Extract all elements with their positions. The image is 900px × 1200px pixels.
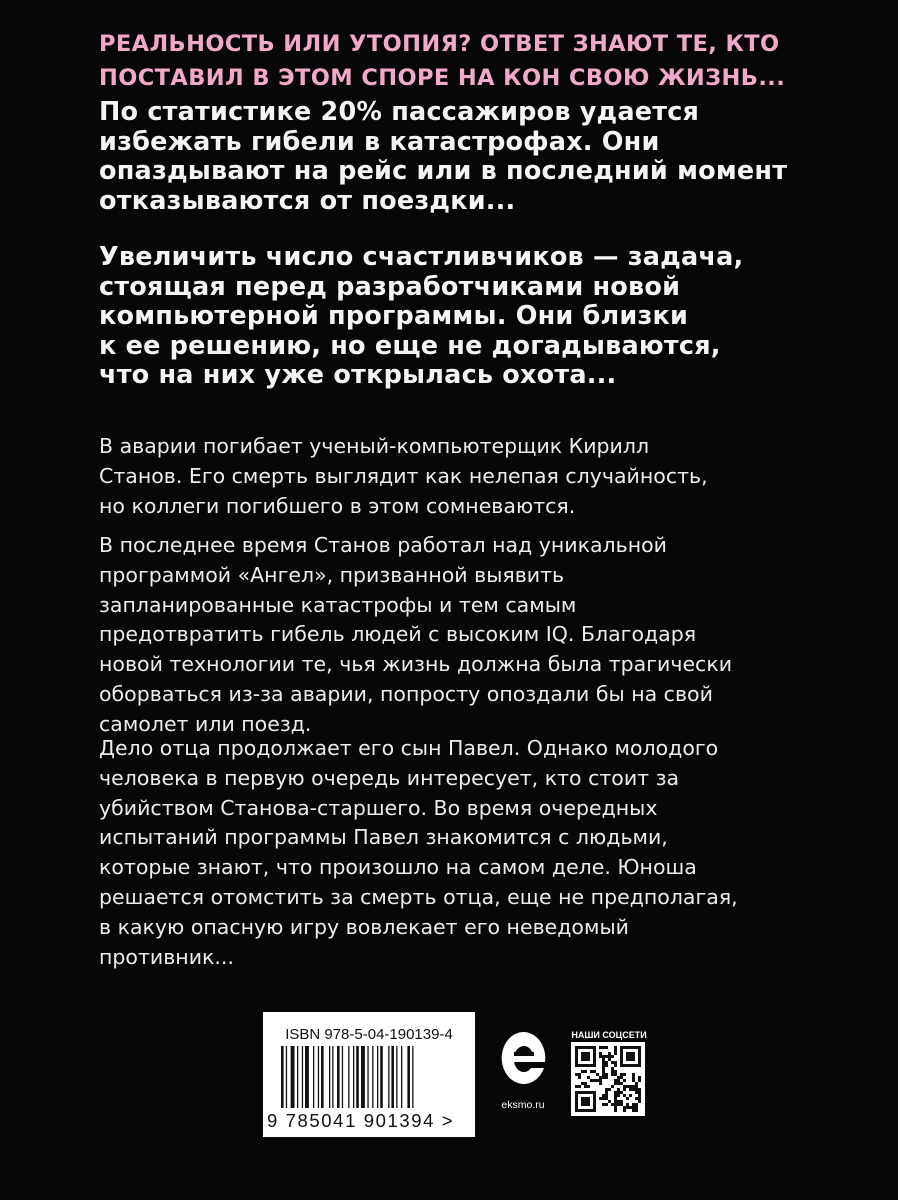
barcode-digits: 9 785041 901394 > bbox=[267, 1110, 455, 1131]
lead-paragraph-statistics: По статистике 20% пассажиров удается избежать гибели в катастрофах. Они опаздывают на рейс или в последний момент отказываются от поездки... bbox=[99, 97, 788, 216]
qr-code-icon bbox=[575, 1046, 641, 1112]
eksmo-logo-icon bbox=[497, 1028, 549, 1094]
body-paragraph-accident: В аварии погибает ученый-компьютерщик Кирилл Станов. Его смерть выглядит как нелепая случайность, но коллеги погибшего в этом сомневаются. bbox=[99, 434, 708, 518]
body-paragraph-pavel: Дело отца продолжает его сын Павел. Однако молодого человека в первую очередь интересует, кто стоит за убийством Станова-старшего. Во время очередных испытаний программы Павел знакомится с людьми, которые знают, что произошло на самом деле. Юноша решается отомстить за смерть отца, еще не предполагая, в какую опасную игру вовлекает его неведомый противник... bbox=[99, 736, 738, 969]
lead-paragraph-program: Увеличить число счастливчиков — задача, стоящая перед разработчиками новой компьютерной программы. Они близки к ее решению, но еще не догадываются, что на них уже открылась охота... bbox=[99, 242, 744, 390]
social-label: НАШИ СОЦСЕТИ bbox=[571, 1030, 647, 1040]
publisher-logo bbox=[491, 1028, 555, 1118]
tagline: РЕАЛЬНОСТЬ ИЛИ УТОПИЯ? ОТВЕТ ЗНАЮТ ТЕ, КТО ПОСТАВИЛ В ЭТОМ СПОРЕ НА КОН СВОЮ ЖИЗНЬ... bbox=[99, 31, 786, 91]
body-paragraph-angel-program: В последнее время Станов работал над уникальной программой «Ангел», призванной выявить запланированные катастрофы и тем самым предотвратить гибель людей с высоким IQ. Благодаря новой технологии те, чья жизнь должна была трагически оборваться из-за аварии, попросту опоздали бы на свой самолет или поезд. bbox=[99, 533, 733, 736]
publisher-site: eksmo.ru bbox=[501, 1099, 545, 1111]
barcode-icon bbox=[281, 1046, 457, 1108]
isbn-number: ISBN 978-5-04-190139-4 bbox=[285, 1026, 453, 1043]
isbn-barcode bbox=[263, 1012, 475, 1137]
qr-code bbox=[571, 1042, 645, 1116]
